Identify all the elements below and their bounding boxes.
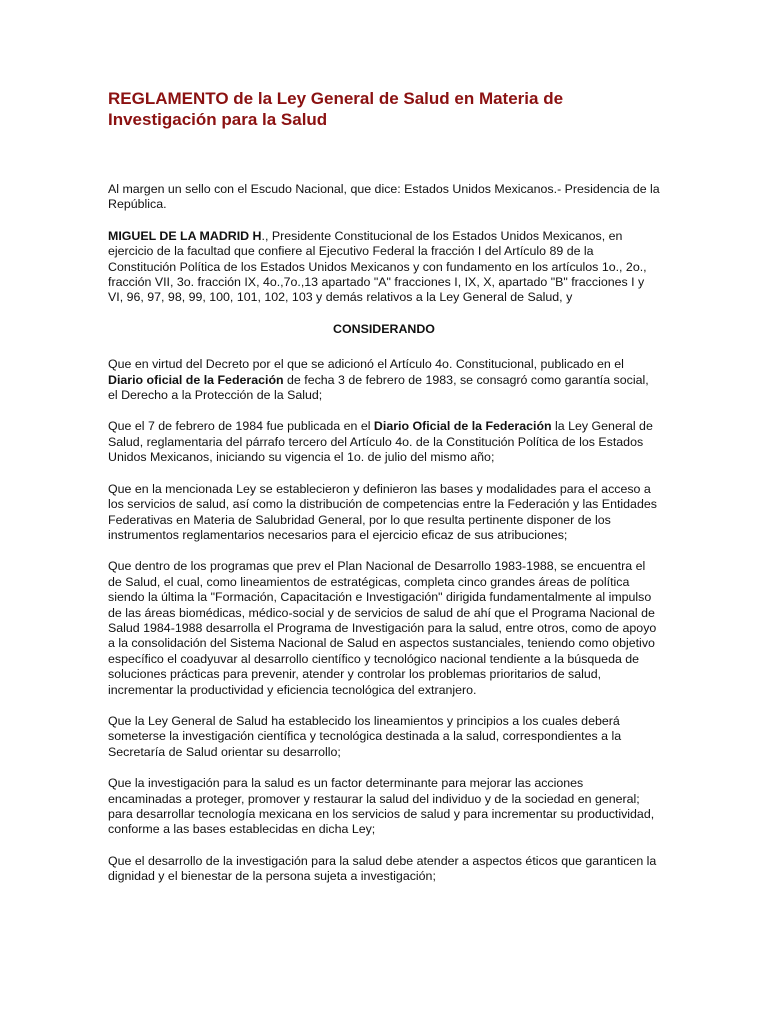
considerando-paragraph-1 <box>108 357 660 403</box>
intro-paragraph: Al margen un sello con el Escudo Nacional, que dice: Estados Unidos Mexicanos.- Presidencia de la República. <box>108 182 660 212</box>
considerando-paragraph-2 <box>108 419 660 465</box>
considerando-heading: CONSIDERANDO <box>333 321 435 336</box>
c2-text-post: la Ley General de Salud, reglamentaria del párrafo tercero del Artículo 4o. de la Constitución Política de los Estados Unidos Mexicanos, iniciando su vigencia el 1o. de julio del mismo año; <box>108 419 653 465</box>
considerando-paragraph-5: Que la Ley General de Salud ha establecido los lineamientos y principios a los cuales deberá someterse la investigación científica y tecnológica destinada a la salud, correspondientes a la Secretaría de Salud orientar su desarrollo; <box>108 713 622 759</box>
president-name: MIGUEL DE LA MADRID H <box>108 228 262 243</box>
considerando-paragraph-3: Que en la mencionada Ley se establecieron y definieron las bases y modalidades para el acceso a los servicios de salud, así como la distribución de competencias entre la Federación y las Entidades Federativas en Materia de Salubridad General, por lo que resulta pertinente disponer de los instrumentos reglamentarios necesarios para el ejercicio eficaz de sus atribuciones; <box>108 481 657 542</box>
president-text: ., Presidente Constitucional de los Estados Unidos Mexicanos, en ejercicio de la facultad que confiere al Ejecutivo Federal la fracción I del Artículo 89 de la Constitución Política de los Estados Unidos Mexicanos y con fundamento en los artículos 1o., 2o., fracción VII, 3o. fracción IX, 4o.,7o.,13 apartado "A" fracciones I, IX, X, apartado "B" fracciones I y VI, 96, 97, 98, 99, 100, 101, 102, 103 y demás relativos a la Ley General de Salud, y <box>108 228 647 305</box>
c1-text-post: de fecha 3 de febrero de 1983, se consagró como garantía social, el Derecho a la Protección de la Salud; <box>108 372 649 403</box>
considerando-paragraph-6: Que la investigación para la salud es un factor determinante para mejorar las acciones encaminadas a proteger, promover y restaurar la salud del individuo y de la sociedad en general; para desarrollar tecnología mexicana en los servicios de salud y para incrementar su productividad, conforme a las bases establecidas en dicha Ley; <box>108 776 655 837</box>
c2-bold-text: Diario Oficial de la Federación <box>373 419 552 434</box>
document-title: REGLAMENTO de la Ley General de Salud en Materia de Investigación para la Salud <box>108 89 564 129</box>
president-paragraph <box>108 229 660 306</box>
document-body <box>108 182 660 885</box>
c1-bold-text: Diario oficial de la Federación <box>108 372 284 387</box>
document-page <box>108 88 660 901</box>
considerando-paragraph-7: Que el desarrollo de la investigación para la salud debe atender a aspectos éticos que garanticen la dignidad y el bienestar de la persona sujeta a investigación; <box>108 853 657 884</box>
considerando-paragraph-4: Que dentro de los programas que prev el Plan Nacional de Desarrollo 1983-1988, se encuentra el de Salud, el cual, como lineamientos de estratégicas, completa cinco grandes áreas de política siendo la última la "Formación, Capacitación e Investigación" dirigida fundamentalmente al impulso de las áreas biomédicas, médico-social y de servicios de salud de ahí que el Programa Nacional de Salud 1984-1988 desarrolla el Programa de Investigación para la salud, entre otros, como de apoyo a la consolidación del Sistema Nacional de Salud en aspectos sustanciales, teniendo como objetivo específico el coadyuvar al desarrollo científico y tecnológico nacional tendiente a la búsqueda de soluciones prácticas para prevenir, atender y controlar los problemas prioritarios de salud, incrementar la productividad y eficiencia tecnológica del extranjero. <box>108 559 657 697</box>
c2-text-pre: Que el 7 de febrero de 1984 fue publicada en el <box>108 419 374 434</box>
c1-text-pre: Que en virtud del Decreto por el que se adicionó el Artículo 4o. Constitucional, publicado en el <box>108 357 624 372</box>
